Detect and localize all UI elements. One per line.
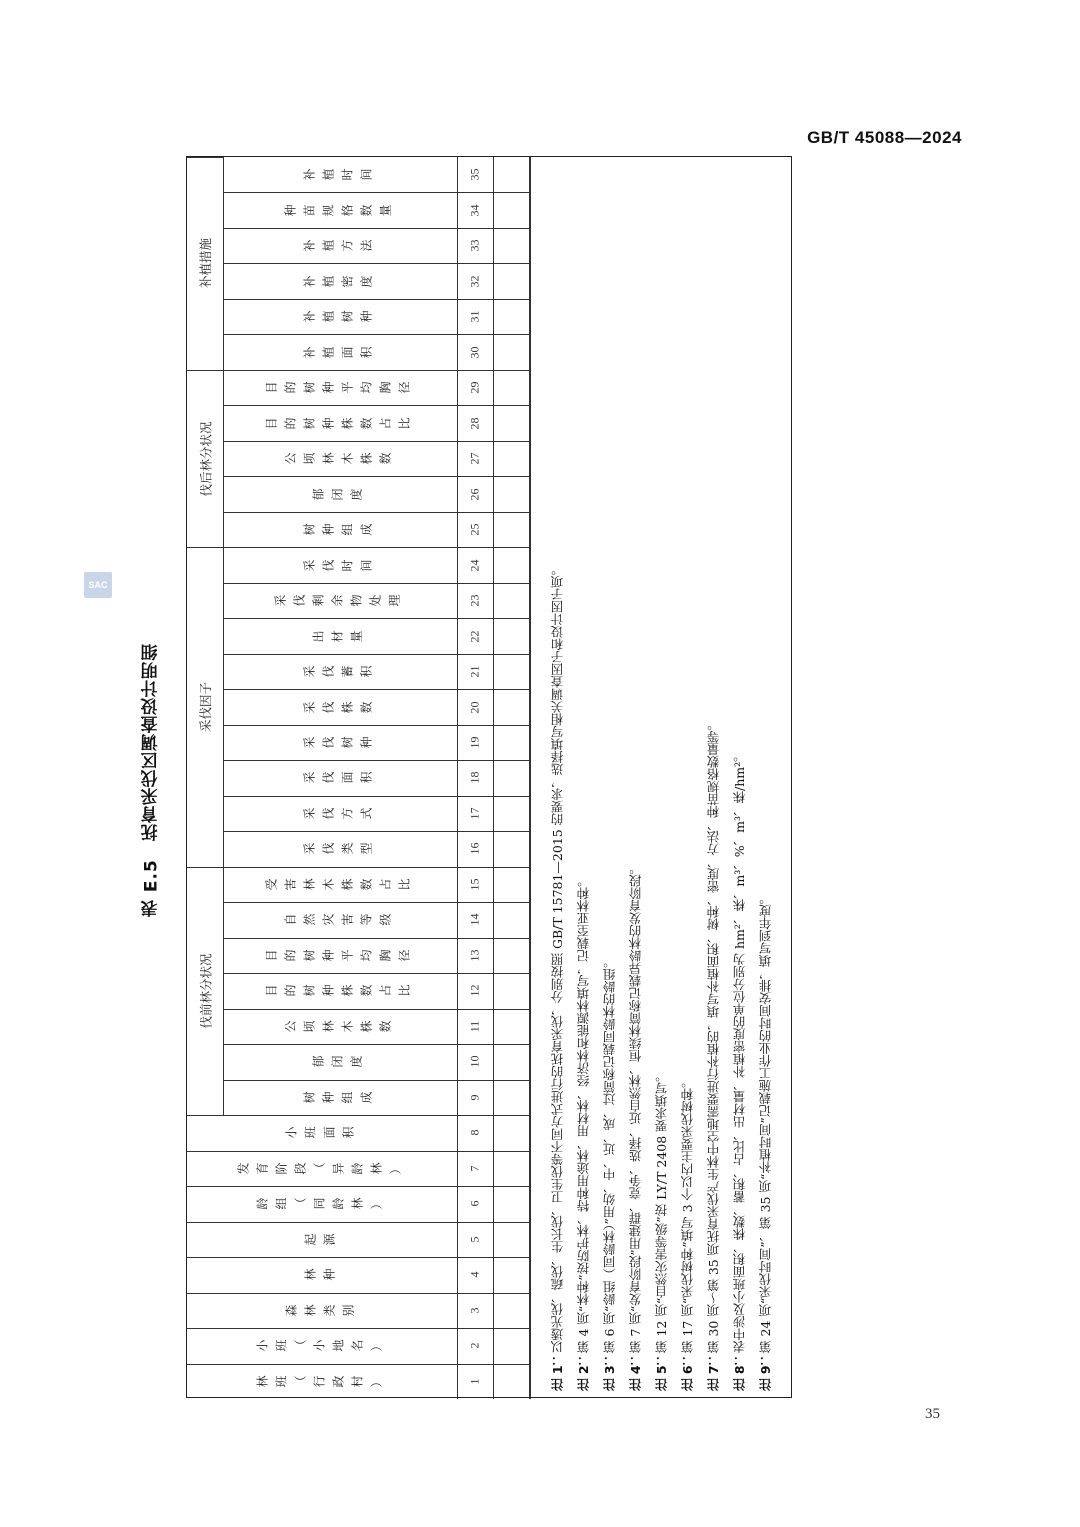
column-number: 18 — [467, 771, 482, 784]
empty-data-cell — [493, 796, 529, 831]
column-rule — [223, 973, 529, 974]
column-number: 15 — [467, 878, 482, 891]
group-header: 伐前林分状况 — [198, 953, 214, 1029]
column-rule — [223, 796, 529, 797]
column-rule — [223, 1044, 529, 1045]
table-note: 注 7： 第 30 项～第 35 项抚育采伐产生林中空地需要进行补植的，填写补植面积、树种、密度、方法、种苗规格数量等。 — [706, 717, 721, 1391]
column-rule — [223, 441, 529, 442]
column-rule — [223, 263, 529, 264]
column-rule — [223, 405, 529, 406]
column-number: 12 — [467, 984, 482, 997]
column-header: 受 害 林 木 株 数 占 比 — [264, 878, 411, 891]
column-number: 28 — [467, 417, 482, 430]
empty-data-cell — [493, 1151, 529, 1186]
column-rule — [223, 938, 529, 939]
column-rule — [187, 1222, 529, 1223]
column-header: 种 苗 规 格 数 量 — [283, 204, 392, 217]
empty-data-cell — [493, 725, 529, 760]
column-header: 采 伐 蓄 积 — [302, 665, 373, 678]
table-note: 注 1： 以透光伐、疏伐、生长伐、卫生伐等不同方式进行的抚育采伐，分别按照 GB/T 15781—2015 的要求，选择填写相关调查因子和设计因子项。 — [550, 562, 565, 1391]
column-rule — [223, 1080, 529, 1081]
column-rule — [223, 547, 529, 548]
column-header: 目 的 树 种 平 均 胸 径 — [264, 381, 411, 394]
column-rule — [223, 299, 529, 300]
column-rule — [223, 725, 529, 726]
column-header: 小 班 （ 小 地 名 ） — [255, 1339, 384, 1352]
sac-watermark-icon: SAC — [84, 572, 112, 598]
column-header: 郁 闭 度 — [311, 1055, 364, 1068]
column-header: 林 种 — [303, 1268, 336, 1281]
empty-data-cell — [493, 192, 529, 227]
column-rule — [187, 1186, 529, 1187]
group-header: 补植措施 — [198, 238, 214, 289]
column-header: 龄 组 （ 同 龄 林 ） — [255, 1197, 384, 1210]
column-number: 2 — [467, 1342, 482, 1349]
column-number: 10 — [467, 1055, 482, 1068]
column-header: 目 的 树 种 株 数 占 比 — [264, 417, 411, 430]
table-title: 表 E.5 抚育采伐区调查设计明细 — [141, 643, 162, 917]
column-rule — [223, 902, 529, 903]
survey-design-table — [186, 156, 792, 1398]
column-rule — [223, 831, 529, 832]
column-rule — [223, 654, 529, 655]
column-header: 起 源 — [303, 1233, 336, 1246]
empty-data-cell — [493, 654, 529, 689]
column-rule — [187, 1364, 529, 1365]
column-rule — [223, 370, 529, 371]
column-header: 补 植 密 度 — [302, 275, 373, 288]
column-number: 31 — [467, 310, 482, 323]
table-note: 注 5： 第 12 项“自然灾害等级”按 LY/T 2408 要求填写。 — [654, 1069, 669, 1391]
column-number: 26 — [467, 488, 482, 501]
column-header: 郁 闭 度 — [311, 488, 364, 501]
empty-data-cell — [493, 867, 529, 902]
column-number: 5 — [467, 1236, 482, 1243]
column-header: 采 伐 剩 余 物 处 理 — [273, 594, 402, 607]
column-number: 21 — [467, 665, 482, 678]
column-number: 9 — [467, 1094, 482, 1101]
empty-data-cell — [493, 583, 529, 618]
empty-data-cell — [493, 618, 529, 653]
empty-data-cell — [493, 299, 529, 334]
column-number: 11 — [467, 1020, 482, 1033]
group-boundary-rule — [187, 867, 223, 868]
column-number: 4 — [467, 1271, 482, 1278]
blank-notes-rule — [529, 157, 531, 1399]
column-rule — [187, 1151, 529, 1152]
table-note: 注 4： 第 7 项“发育阶段”用建群、竞争、选择、近自然林、恒续林简称记载异龄林的发育阶段。 — [628, 861, 643, 1391]
table-note: 注 8： 表中涉及小班面积、株数、蓄积、占比、出材量、补植密度的单位分别为 hm²、株、m³、%、m³、株/hm²。 — [732, 749, 747, 1391]
column-rule — [223, 1115, 529, 1116]
column-number: 14 — [467, 913, 482, 926]
empty-data-cell — [493, 157, 529, 192]
column-number: 24 — [467, 559, 482, 572]
empty-data-cell — [493, 228, 529, 263]
column-rule — [223, 192, 529, 193]
page-number: 35 — [925, 1406, 940, 1422]
empty-data-cell — [493, 902, 529, 937]
empty-data-cell — [493, 1080, 529, 1115]
column-number: 7 — [467, 1165, 482, 1172]
column-number: 33 — [467, 239, 482, 252]
column-number: 16 — [467, 842, 482, 855]
group-boundary-rule — [187, 157, 223, 158]
table-note: 注 9： 第 24 项“采伐时间”、第 35 项“补植时间”记载施工作业的时间安排，填写到年度。 — [758, 892, 773, 1391]
column-header: 发 育 阶 段 （ 异 龄 林 ） — [236, 1162, 403, 1175]
column-number: 13 — [467, 949, 482, 962]
column-header: 采 伐 时 间 — [302, 559, 373, 572]
column-header: 林 班 （ 行 政 村 ） — [255, 1375, 384, 1388]
column-number: 29 — [467, 381, 482, 394]
column-rule — [223, 760, 529, 761]
empty-data-cell — [493, 1364, 529, 1399]
group-boundary-rule — [187, 547, 223, 548]
column-header: 树 种 组 成 — [302, 1091, 373, 1104]
column-header: 补 植 时 间 — [302, 168, 373, 181]
group-header: 采伐因子 — [198, 681, 214, 733]
column-number: 25 — [467, 523, 482, 536]
empty-data-cell — [493, 973, 529, 1008]
column-number: 32 — [467, 275, 482, 288]
column-rule — [187, 1293, 529, 1294]
column-header: 小 班 面 积 — [284, 1126, 355, 1139]
empty-data-cell — [493, 760, 529, 795]
column-rule — [223, 228, 529, 229]
column-rule — [187, 1257, 529, 1258]
column-number: 17 — [467, 807, 482, 820]
column-number: 27 — [467, 452, 482, 465]
empty-data-cell — [493, 1009, 529, 1044]
column-rule — [223, 867, 529, 868]
empty-data-cell — [493, 370, 529, 405]
empty-data-cell — [493, 831, 529, 866]
column-rule — [223, 689, 529, 690]
column-header: 出 材 量 — [311, 630, 364, 643]
empty-data-cell — [493, 1257, 529, 1292]
column-number: 3 — [467, 1307, 482, 1314]
column-header: 森 林 类 别 — [284, 1304, 355, 1317]
column-number: 1 — [467, 1378, 482, 1385]
column-header: 目 的 树 种 株 数 占 比 — [264, 984, 411, 997]
table-note: 注 2： 第 4 项“林种”按防护林、特种用途林、用材林、经济林和能源林填写，记载至亚林种。 — [576, 874, 591, 1391]
column-header: 补 植 面 积 — [302, 346, 373, 359]
column-rule — [223, 618, 529, 619]
empty-data-cell — [493, 441, 529, 476]
column-header: 公 顷 林 木 株 数 — [283, 1020, 392, 1033]
column-header: 采 伐 面 积 — [302, 771, 373, 784]
table-note: 注 3： 第 6 项“龄组（同龄林）”用幼、中、近、成、过简称记载同龄林的龄组。 — [602, 955, 617, 1391]
empty-data-cell — [493, 334, 529, 369]
empty-data-cell — [493, 1328, 529, 1363]
empty-data-cell — [493, 1293, 529, 1328]
column-number: 34 — [467, 204, 482, 217]
column-number: 23 — [467, 594, 482, 607]
column-number: 22 — [467, 630, 482, 643]
column-header: 自 然 灾 害 等 级 — [283, 913, 392, 926]
column-rule — [223, 583, 529, 584]
empty-data-cell — [493, 476, 529, 511]
empty-data-cell — [493, 1044, 529, 1079]
standard-code: GB/T 45088—2024 — [807, 128, 962, 147]
column-header: 公 顷 林 木 株 数 — [283, 452, 392, 465]
column-rule — [223, 476, 529, 477]
table-note: 注 6： 第 17 项“采伐树种”填写 3 个以内主要采伐树种。 — [680, 1075, 695, 1391]
empty-data-cell — [493, 547, 529, 582]
empty-data-cell — [493, 1222, 529, 1257]
column-header: 采 伐 类 型 — [302, 842, 373, 855]
empty-data-cell — [493, 1186, 529, 1221]
column-number: 30 — [467, 346, 482, 359]
empty-data-cell — [493, 938, 529, 973]
column-header: 补 植 树 种 — [302, 310, 373, 323]
column-rule — [223, 512, 529, 513]
column-header: 目 的 树 种 平 均 胸 径 — [264, 949, 411, 962]
column-header: 采 伐 树 种 — [302, 736, 373, 749]
empty-data-cell — [493, 1115, 529, 1150]
column-rule — [223, 334, 529, 335]
group-boundary-rule — [187, 370, 223, 371]
column-number: 6 — [467, 1200, 482, 1207]
column-number: 20 — [467, 701, 482, 714]
column-number: 8 — [467, 1129, 482, 1136]
column-header: 树 种 组 成 — [302, 523, 373, 536]
column-rule — [223, 1009, 529, 1010]
column-header: 补 植 方 法 — [302, 239, 373, 252]
empty-data-cell — [493, 512, 529, 547]
column-rule — [187, 1328, 529, 1329]
group-header: 伐后林分状况 — [198, 421, 214, 497]
empty-data-cell — [493, 405, 529, 440]
column-number: 19 — [467, 736, 482, 749]
empty-data-cell — [493, 263, 529, 298]
column-header: 采 伐 方 式 — [302, 807, 373, 820]
column-number: 35 — [467, 168, 482, 181]
column-header: 采 伐 株 数 — [302, 701, 373, 714]
empty-data-cell — [493, 689, 529, 724]
